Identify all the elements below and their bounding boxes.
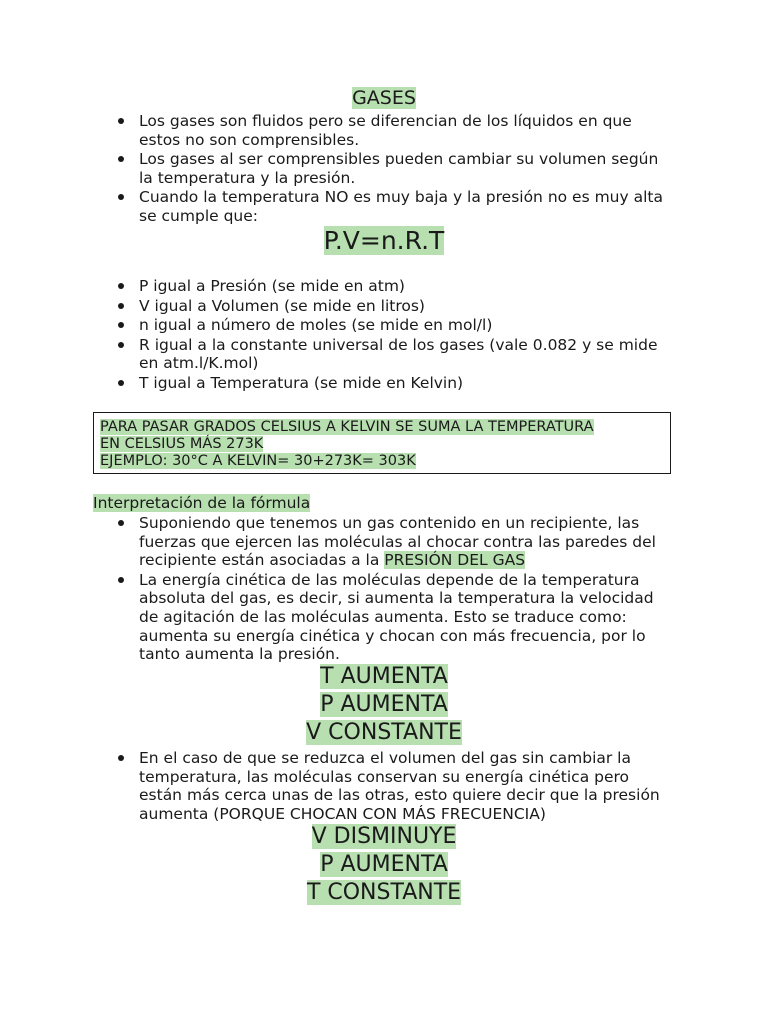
list-item: R igual a la constante universal de los gases (vale 0.082 y se mide en atm.l/K.mol) [116,336,676,373]
conclusion-line: T CONSTANTE [306,880,462,905]
conclusion-line: V CONSTANTE [306,720,462,745]
conclusion-line: T AUMENTA [320,664,448,689]
interpretation-list [116,514,676,665]
volume-list [116,749,676,824]
box-line-1: PARA PASAR GRADOS CELSIUS A KELVIN SE SUMA LA TEMPERATURA [100,419,594,435]
conclusion-block-1 [0,663,768,747]
list-item: Cuando la temperatura NO es muy baja y la presión no es muy alta se cumple que: [116,188,676,225]
gas-formula [0,226,768,256]
list-item: La energía cinética de las moléculas depende de la temperatura absoluta del gas, es decir, si aumenta la temperatura la velocidad de agitación de las moléculas aumenta. Esto se traduce como: aumenta su energía cinética y chocan con más frecuencia, por lo tanto aumenta la presión. [116,571,676,664]
list-item: Los gases al ser comprensibles pueden cambiar su volumen según la temperatura y la presión. [116,150,676,187]
list-item: V igual a Volumen (se mide en litros) [116,297,676,316]
interpretation-heading-text: Interpretación de la fórmula [93,494,311,512]
pressure-highlight: PRESIÓN DEL GAS [384,551,526,570]
conclusion-line: V DISMINUYE [311,824,457,849]
list-item: T igual a Temperatura (se mide en Kelvin) [116,374,676,393]
intro-list [116,112,676,227]
list-item: P igual a Presión (se mide en atm) [116,277,676,296]
list-item: Los gases son fluidos pero se diferencian de los líquidos en que estos no son comprensibles. [116,112,676,149]
box-line-2: EN CELSIUS MÁS 273K [100,436,264,452]
bullet-text: Suponiendo que tenemos un gas contenido en un recipiente, las fuerzas que ejercen las moléculas al chocar contra las paredes del recipiente están asociadas a la [139,514,656,570]
box-line-3: EJEMPLO: 30°C A KELVIN= 30+273K= 303K [100,453,416,469]
kelvin-conversion-box [93,412,671,474]
interpretation-heading [93,494,310,512]
list-item: En el caso de que se reduzca el volumen del gas sin cambiar la temperatura, las moléculas conservan su energía cinética pero están más cerca unas de las otras, esto quiere decir que la presión aumenta (PORQUE CHOCAN CON MÁS FRECUENCIA) [116,749,676,823]
page-title [0,86,768,110]
list-item: n igual a número de moles (se mide en mol/l) [116,316,676,335]
list-item [116,514,676,570]
conclusion-block-2 [0,823,768,907]
variables-list [116,277,676,394]
conclusion-line: P AUMENTA [320,692,448,717]
gas-formula-text: P.V=n.R.T [323,226,445,255]
conclusion-line: P AUMENTA [320,852,448,877]
page-title-text: GASES [352,87,416,109]
